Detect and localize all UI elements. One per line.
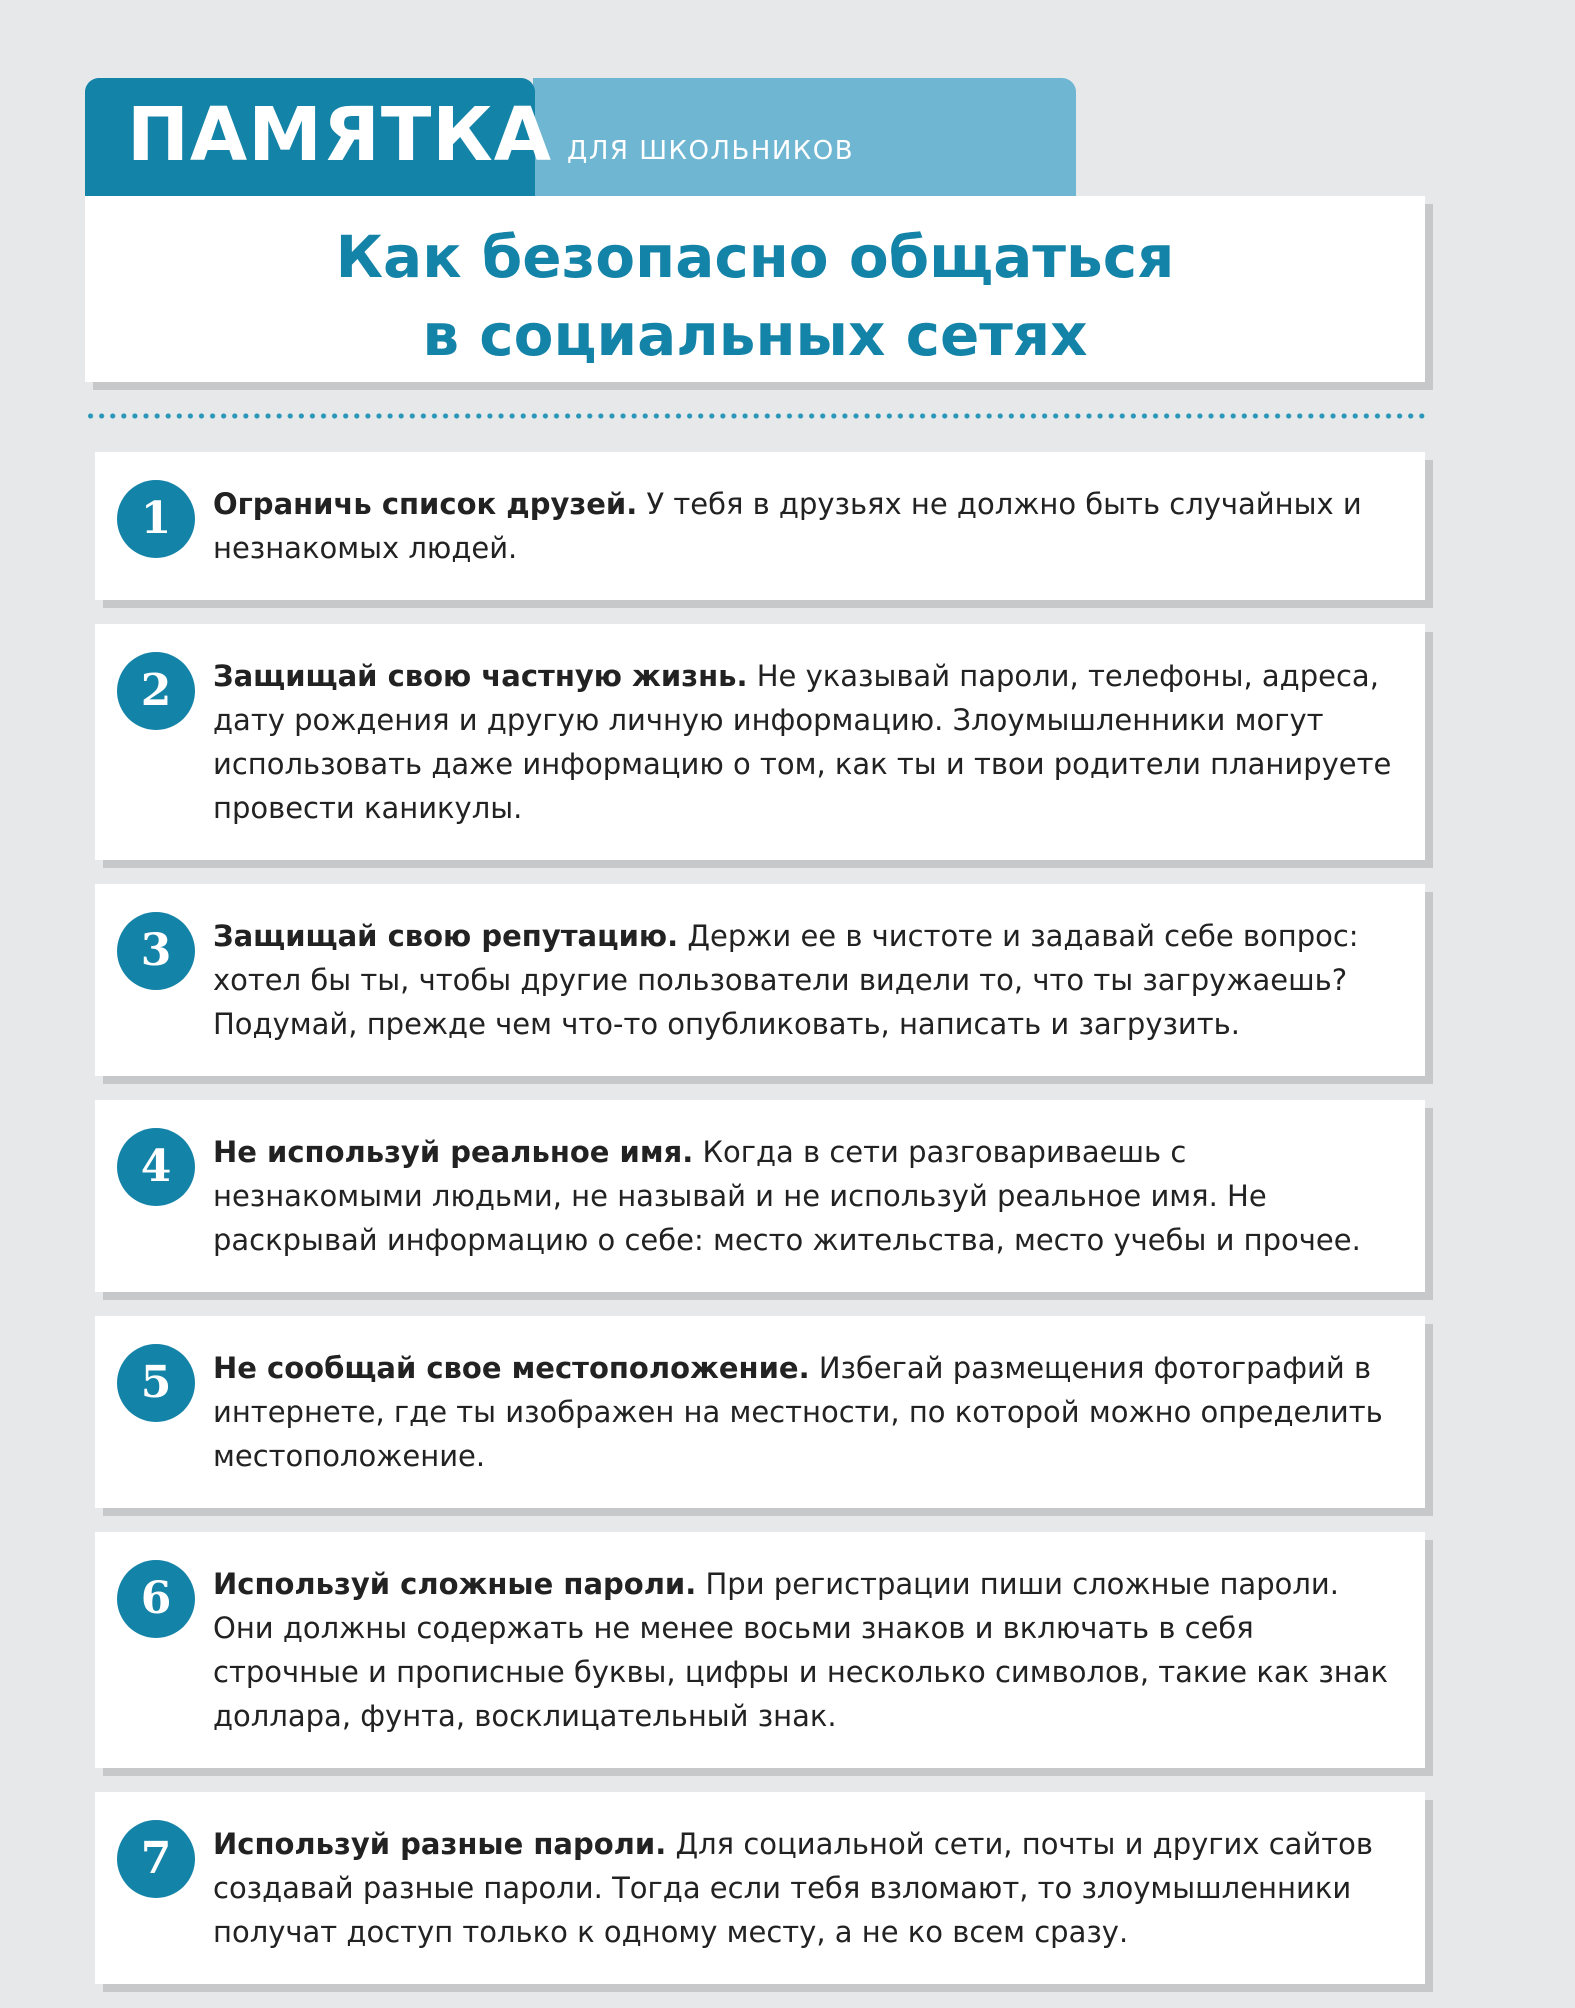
tip-text bbox=[213, 1822, 1405, 1954]
tip-body: Не указывай пароли, телефоны, адреса, дату рождения и другую личную информацию. Злоумышленники могут использовать даже информацию о том, как ты и твои родители планируете провести каникулы. bbox=[213, 659, 1392, 825]
tip-heading: Используй сложные пароли. bbox=[213, 1567, 697, 1601]
tip-text bbox=[213, 1346, 1405, 1478]
tip-card-4 bbox=[95, 1100, 1425, 1292]
tip-card-7 bbox=[95, 1792, 1425, 1984]
tip-number-badge: 2 bbox=[117, 652, 195, 730]
tip-heading: Не используй реальное имя. bbox=[213, 1135, 694, 1169]
dotted-divider bbox=[85, 413, 1425, 419]
tip-number-badge: 4 bbox=[117, 1128, 195, 1206]
audience-tab bbox=[533, 78, 1076, 196]
tip-body: Для социальной сети, почты и других сайтов создавай разные пароли. Тогда если тебя взломают, то злоумышленники получат доступ только к одному месту, а не ко всем сразу. bbox=[213, 1827, 1374, 1949]
tip-number-badge: 3 bbox=[117, 912, 195, 990]
tip-body: Держи ее в чистоте и задавай себе вопрос: хотел бы ты, чтобы другие пользователи видели то, что ты загружаешь? Подумай, прежде чем что-то опубликовать, написать и загрузить. bbox=[213, 919, 1359, 1041]
tip-text bbox=[213, 482, 1405, 570]
tip-card-5 bbox=[95, 1316, 1425, 1508]
memo-tab bbox=[85, 78, 553, 196]
tip-card-6 bbox=[95, 1532, 1425, 1768]
tip-number-badge: 1 bbox=[117, 480, 195, 558]
tip-text bbox=[213, 654, 1405, 830]
tip-number-badge: 7 bbox=[117, 1820, 195, 1898]
tip-body: Когда в сети разговариваешь с незнакомыми людьми, не называй и не используй реальное имя. Не раскрывай информацию о себе: место жительства, место учебы и прочее. bbox=[213, 1135, 1361, 1257]
tip-number-badge: 5 bbox=[117, 1344, 195, 1422]
tip-body: Избегай размещения фотографий в интернете, где ты изображен на местности, по которой можно определить местоположение. bbox=[213, 1351, 1383, 1473]
tip-card-1 bbox=[95, 452, 1425, 600]
tip-heading: Используй разные пароли. bbox=[213, 1827, 667, 1861]
tip-heading: Защищай свою репутацию. bbox=[213, 919, 679, 953]
audience-label: ДЛЯ ШКОЛЬНИКОВ bbox=[567, 136, 855, 166]
tip-number-badge: 6 bbox=[117, 1560, 195, 1638]
tip-body: При регистрации пиши сложные пароли. Они должны содержать не менее восьми знаков и включать в себя строчные и прописные буквы, цифры и несколько символов, такие как знак доллара, фунта, восклицательный знак. bbox=[213, 1567, 1389, 1733]
page-title-line1: Как безопасно общаться bbox=[335, 223, 1175, 291]
tip-text bbox=[213, 1130, 1405, 1262]
tip-heading: Ограничь список друзей. bbox=[213, 487, 638, 521]
tip-body: У тебя в друзьях не должно быть случайных и незнакомых людей. bbox=[213, 487, 1362, 565]
page-title-line2: в социальных сетях bbox=[422, 301, 1088, 369]
tip-card-3 bbox=[95, 884, 1425, 1076]
memo-tab-label: ПАМЯТКА bbox=[127, 92, 553, 178]
tips-list bbox=[95, 452, 1425, 2008]
tip-text bbox=[213, 1562, 1405, 1738]
page-title bbox=[85, 218, 1425, 374]
tip-text bbox=[213, 914, 1405, 1046]
tip-card-2 bbox=[95, 624, 1425, 860]
tip-heading: Не сообщай свое местоположение. bbox=[213, 1351, 810, 1385]
tip-heading: Защищай свою частную жизнь. bbox=[213, 659, 748, 693]
title-box bbox=[85, 196, 1425, 382]
